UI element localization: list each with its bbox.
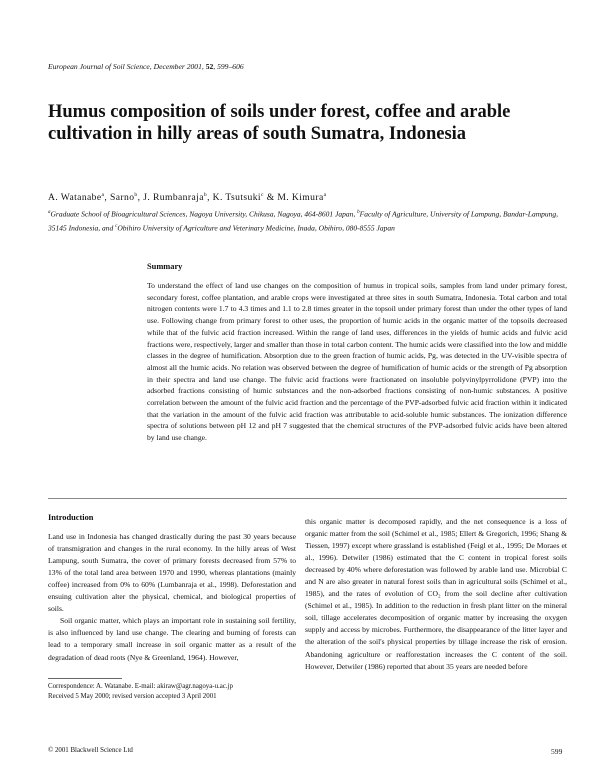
author-affiliation-mark: b (134, 192, 138, 198)
affiliation-c: Obihiro University of Agriculture and Veterinary Medicine, Inada, Obihiro, 080-8555 Japan (117, 223, 395, 233)
author-affiliation-mark: a (323, 192, 327, 198)
author-name: Sarno (110, 192, 135, 204)
copyright-notice: © 2001 Blackwell Science Ltd (48, 747, 133, 754)
author-affiliation-mark: c (261, 192, 264, 198)
correspondence-line: Correspondence: A. Watanabe. E-mail: akiraw@agr.nagoya-u.ac.jp (48, 683, 233, 690)
summary-heading: Summary (147, 262, 183, 271)
journal-volume: 52 (205, 62, 214, 71)
affiliations (48, 207, 564, 234)
affiliation-mark: b (357, 210, 360, 215)
introduction-paragraph-2: Soil organic matter, which plays an important role in sustaining soil fertility, is also influenced by land use change. The clearing and burning of forests can lead to a temporary small increase in soil organic matter as a result of the degradation of dead roots (Nye & Greenland, 1964). However, (48, 616, 296, 662)
author-affiliation-mark: a (101, 192, 105, 198)
journal-name: European Journal of Soil Science (48, 62, 150, 71)
introduction-paragraph-1: Land use in Indonesia has changed drastically during the past 30 years because of transmigration and changes in the rural economy. In the hilly areas of West Lampung, south Sumatra, the cover of primary forests decreased from 57% to 13% of the total land area between 1970 and 1990, whereas plantations (mainly coffee) increased from 0% to 60% (Lumbanraja et al., 1998). Deforestation and ensuing cultivation alter the physical, chemical, and biological properties of soils. (48, 532, 296, 614)
journal-citation (48, 62, 244, 71)
affiliation-b: Faculty of Agriculture, University of Lampung, Bandar-Lampung, 35145 Indonesia, and (48, 209, 559, 233)
affiliation-mark: a (48, 210, 51, 215)
author-name: A. Watanabe (48, 192, 102, 204)
affiliation-a: Graduate School of Bioagricultural Sciences, Nagoya University, Chikusa, Nagoya, 464-8601 Japan, (50, 209, 358, 219)
journal-pages: , 599–606 (213, 62, 244, 71)
journal-date: , December 2001, (149, 62, 206, 71)
summary-text: To understand the effect of land use changes on the composition of humus in tropical soils, samples from land under primary forest, secondary forest, coffee plantation, and arable crops were investigated at three sites in south Sumatra, Indonesia. Total carbon and total nitrogen contents were 1.7 to 4.3 times and 1.1 to 2.8 times greater in the topsoil under primary forest than under the other types of land use. Following change from primary forest to other uses, the proportion of humic acids in the organic matter of the topsoils decreased while that of the fulvic acid fraction increased. Within the range of land uses, differences in the yields of humic acids and fulvic acid fractions were, respectively, larger and smaller than those in total carbon content. The humic acids were classified into the low and middle classes in the degree of humification. Absorption due to the green fraction of humic acids, Pg, was detected in the UV-visible spectra of almost all the humic acids. No relation was observed between the degree of humification of humic acids or the strength of Pg absorption in their spectra and land use change. The fulvic acid fractions were fractionated on insoluble polyvinylpyrrolidone (PVP) into the adsorbed fractions consisting of humic substances and the non-adsorbed fractions consisting of non-humic substances. A positive correlation between the amount of the fulvic acid fraction and the percentage of the PVP-adsorbed fulvic acid fraction within it indicated that the variation in the amount of the fulvic acid fraction was attributable to acid-soluble humic substances. The ionization difference spectra of solutions between pH 12 and pH 7 suggested that the chemical structures of the PVP-adsorbed fulvic acids have been altered by land use change. (147, 281, 567, 443)
introduction-paragraph-continued: this organic matter is decomposed rapidly, and the net consequence is a loss of organic matter from the soil (Schimel et al., 1985; Ellert & Gregorich, 1996; Shang & Tiessen, 1997) except where grassland is established (Feigl et al., 1995; De Moraes et al., 1996). Detwiler (1986) estimated that the C content in tropical forest soils decreased by 40% where deforestation was followed by arable land use. Microbial C and N are also greater in natural forest soils than in agricultural soils (Schimel et al., 1985), and the rates of evolution of CO₂ from the soil decline after cultivation (Schimel et al., 1985). In addition to the reduction in fresh plant litter on the mineral soil, tillage accelerates decomposition of organic matter by increasing the oxygen supply and access by microbes. Furthermore, the disappearance of the litter layer and the alteration of the soil's physical properties by tillage increase the risk of erosion. Abandoning agriculture or reafforestation increases the C content of the soil. However, Detwiler (1986) reported that about 35 years are needed before (305, 517, 567, 671)
author-name: M. Kimura (277, 192, 324, 204)
footnote (48, 682, 298, 703)
author-name: J. Rumbanraja (143, 192, 204, 204)
received-line: Received 5 May 2000; revised version accepted 3 April 2001 (48, 693, 217, 701)
left-column (48, 512, 296, 664)
author-list: A. Watanabe$^a$, Sarno$^b$, J. Rumbanraja$^b$, K. Tsutsuki$^c$ & M. Kimura$^a$ (48, 192, 327, 204)
author-affiliation-mark: b (203, 192, 208, 198)
right-column (305, 516, 567, 673)
footnote-divider (48, 678, 122, 679)
introduction-heading: Introduction (48, 513, 94, 522)
author-name: K. Tsutsuki (212, 192, 262, 204)
affiliation-mark: c (115, 223, 118, 229)
paper-title: Humus composition of soils under forest, coffee and arable cultivation in hilly areas of south Sumatra, Indonesia (48, 102, 511, 144)
page-number: 599 (551, 747, 563, 756)
section-divider (48, 498, 567, 499)
